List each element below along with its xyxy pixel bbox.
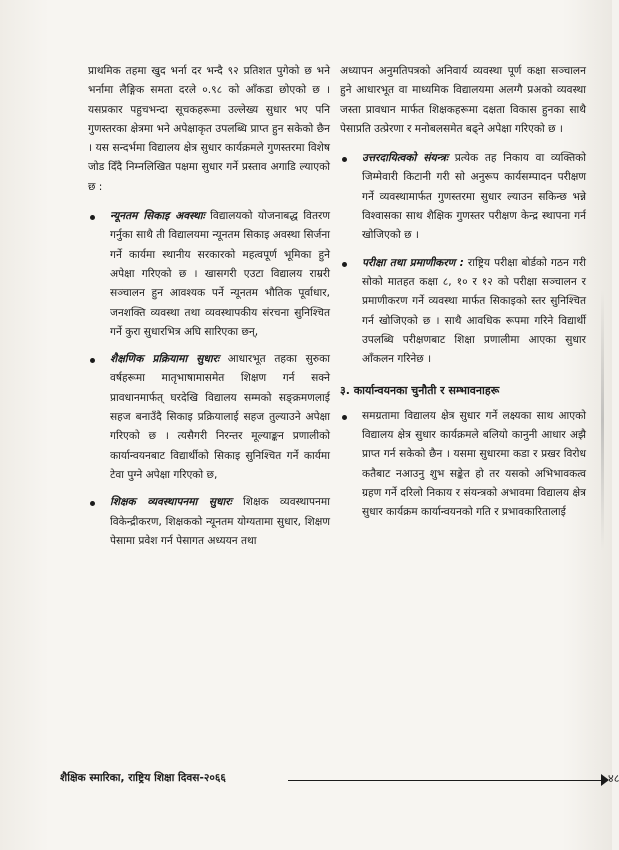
bullet-teaching-process: [88, 350, 330, 485]
bullet-text: शिक्षक व्यवस्थापनमा विकेन्द्रीकरण, शिक्षकको न्यूनतम योग्यतामा सुधार, शिक्षण पेसामा प्रवेश गर्न पेसागत अध्ययन तथा: [110, 496, 330, 547]
bullet-accountability: [340, 149, 586, 245]
section-heading: ३. कार्यान्वयनका चुनौती र सम्भावनाहरू: [340, 384, 500, 398]
bullet-dot-icon: [90, 358, 95, 363]
bullet-text: आधारभूत तहका सुरुका वर्षहरूमा मातृभाषामासमेत शिक्षण गर्न सक्ने प्रावधानमार्फत् घरदेखि विद्यालय सम्मको सङ्क्रमणलाई सहज बनाउँदै सिकाइ प्रक्रियालाई सहज तुल्याउने अपेक्षा गरिएको छ । त्यसैगरी निरन्तर मूल्याङ्कन प्रणालीको कार्यान्वयनबाट विद्यार्थीको सिकाइ सुनिश्चित गर्ने कार्यमा टेवा पुग्ने अपेक्षा गरिएको छ,: [110, 353, 330, 481]
scan-shadow: [601, 290, 604, 550]
right-column: [340, 62, 586, 531]
footer-rule: [288, 780, 603, 781]
page-footer: [60, 771, 619, 791]
bullet-text: राष्ट्रिय परीक्षा बोर्डको गठन गरी सोको मातहत कक्षा ८, १० र १२ को परीक्षा सञ्चालन र प्रमाणीकरण गर्ने व्यवस्था मार्फत सिकाइको स्तर सुनिश्चित गर्न खोजिएको छ । साथै आवधिक रूपमा गरिने विद्यार्थी उपलब्धि परीक्षणबाट शिक्षा प्रणालीमा आएका सुधार आँकलन गरिनेछ ।: [362, 256, 586, 366]
bullet-text: समग्रतामा विद्यालय क्षेत्र सुधार गर्ने लक्ष्यका साथ आएको विद्यालय क्षेत्र सुधार कार्यक्रमले बलियो कानुनी आधार अझै प्राप्त गर्न सकेको छैन । यसमा सुधारमा कडा र प्रखर विरोध कतैबाट नआउनु शुभ सङ्केत हो तर यसको अभिभावकत्व ग्रहण गर्ने दरिलो निकाय र संयन्त्रको अभावमा विद्यालय क्षेत्र सुधार कार्यक्रम कार्यान्वयनको गति र प्रभावकारितालाई: [362, 409, 586, 519]
bullet-examination: [340, 254, 586, 370]
bullet-dot-icon: [342, 262, 347, 267]
bullet-dot-icon: [90, 501, 95, 506]
bullet-lead: परीक्षा तथा प्रमाणीकरण :: [362, 256, 464, 269]
bullet-text: प्रत्येक तह निकाय वा व्यक्तिको जिम्मेवारी किटानी गरी सो अनुरूप कार्यसम्पादन परीक्षण गर्ने व्यवस्थामार्फत गुणस्तरमा सुधार ल्याउन सकिन्छ भन्ने विश्वासका साथ शैक्षिक गुणस्तर परीक्षण केन्द्र स्थापना गर्न खोजिएको छ ।: [362, 152, 586, 242]
bullet-lead: शिक्षक व्यवस्थापनमा सुधारः: [110, 496, 232, 509]
page-number: ४८: [608, 772, 619, 785]
bullet-dot-icon: [342, 415, 347, 420]
bullet-dot-icon: [342, 157, 347, 162]
bullet-text: विद्यालयको योजनाबद्ध वितरण गर्नुका साथै ती विद्यालयमा न्यूनतम सिकाइ अवस्था सिर्जना गर्ने कार्यमा स्थानीय सरकारको महत्वपूर्ण भूमिका हुने अपेक्षा गरिएको छ । खासगरी एउटा विद्यालय राम्ररी सञ्चालन हुन आवश्यक पर्ने न्यूनतम भौतिक पूर्वाधार, जनशक्ति व्यवस्था तथा व्यवस्थापकीय संरचना सुनिश्चित गर्ने कुरा सुधारभित्र अघि सारिएका छन्,: [110, 210, 330, 338]
continuation-paragraph: अध्यापन अनुमतिपत्रको अनिवार्य व्यवस्था पूर्ण कक्षा सञ्चालन हुने आधारभूत वा माध्यमिक विद्यालयमा अलग्गै प्रअको व्यवस्था जस्ता प्रावधान मार्फत शिक्षकहरूमा दक्षता विकास हुनका साथै पेसाप्रति उत्प्रेरणा र मनोबलसमेत बढ्ने अपेक्षा गरिएको छ ।: [340, 65, 586, 135]
left-column: [88, 62, 330, 559]
bullet-lead: उत्तरदायित्वको संयन्त्रः: [362, 152, 449, 165]
bullet-dot-icon: [90, 215, 95, 220]
bullet-lead: शैक्षणिक प्रक्रियामा सुधारः: [110, 353, 220, 366]
bullet-lead: न्यूनतम सिकाइ अवस्थाः: [110, 210, 205, 223]
footer-title: शैक्षिक स्मारिका, राष्ट्रिय शिक्षा दिवस-२०६६: [60, 772, 226, 784]
bullet-teacher-management: [88, 493, 330, 551]
bullet-minimum-learning: [88, 207, 330, 342]
intro-paragraph: प्राथमिक तहमा खुद भर्ना दर भन्दै ९२ प्रतिशत पुगेको छ भने भर्नामा लैङ्गिक समता दरले ०.९८ को आँकडा छोएको छ । यसप्रकार पहुचभन्दा सूचकहरूमा उल्लेख्य सुधार भए पनि गुणस्तरका क्षेत्रमा भने अपेक्षाकृत उपलब्धि प्राप्त हुन सकेको छैन । यस सन्दर्भमा विद्यालय क्षेत्र सुधार कार्यक्रमले गुणस्तरमा विशेष जोड दिँदै निम्नलिखित पक्षमा सुधार गर्ने प्रस्ताव अगाडि ल्याएको छ :: [88, 65, 330, 193]
bullet-implementation-challenge: [340, 407, 586, 523]
